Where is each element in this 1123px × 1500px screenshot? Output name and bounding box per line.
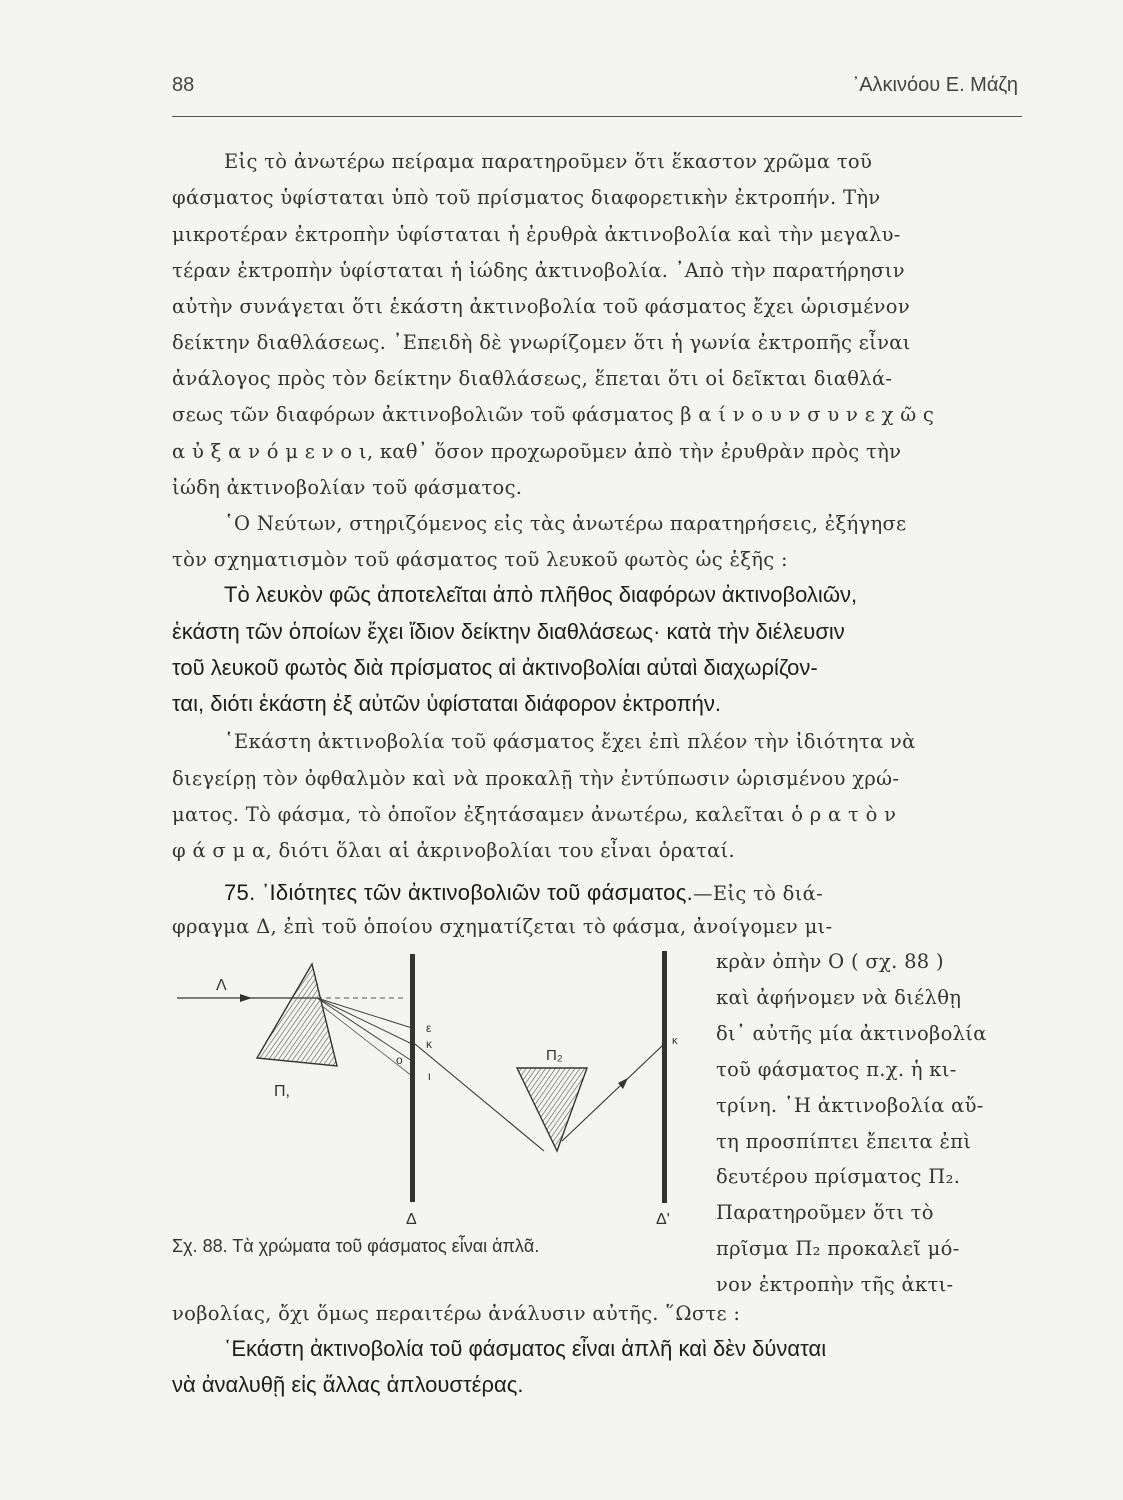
text-line: Εἰς τὸ ἀνωτέρω πείραμα παρατηροῦμεν ὅτι ἕκαστον χρῶμα τοῦ [224, 150, 873, 173]
text-line: ῾Εκάστη ἀκτινοβολία τοῦ φάσματος ἔχει ἐπὶ πλέον τὴν ἰδιότητα νὰ [224, 730, 916, 753]
emphasis-line: τοῦ λευκοῦ φωτὸς διὰ πρίσματος αἱ ἀκτινοβολίαι αὐταὶ διαχωρίζον- [172, 655, 818, 680]
side-text-line: πρῖσμα Π₂ προκαλεῖ μό- [716, 1237, 960, 1260]
side-text-line: κρὰν ὀπὴν Ο ( σχ. 88 ) [716, 950, 944, 973]
text-line: σεως τῶν διαφόρων ἀκτινοβολιῶν τοῦ φάσματος β α ί ν ο υ ν σ υ ν ε χ ῶ ς [172, 403, 935, 426]
text-line: διεγείρῃ τὸν ὀφθαλμὸν καὶ νὰ προκαλῇ τὴν ἐντύπωσιν ὡρισμένου χρώ- [172, 767, 900, 790]
prism-diagram [172, 946, 712, 1246]
side-text-line: Παρατηροῦμεν ὅτι τὸ [716, 1201, 934, 1224]
text-line: φάσματος ὑφίσταται ὑπὸ τοῦ πρίσματος διαφορετικὴν ἐκτροπήν. Τὴν [172, 186, 881, 209]
figure-caption: Σχ. 88. Τὰ χρώματα τοῦ φάσματος εἶναι ἁπλᾶ. [172, 1236, 540, 1256]
text-line: α ὐ ξ α ν ό μ ε ν ο ι, καθ᾿ ὅσον προχωροῦμεν ἀπὸ τὴν ἐρυθρὰν πρὸς τὴν [172, 440, 902, 463]
emphasis-line: ται, διότι ἑκάστη ἐξ αὐτῶν ὑφίσταται διάφορον ἐκτροπήν. [172, 691, 721, 716]
text-line: ἰώδη ἀκτινοβολίαν τοῦ φάσματος. [172, 476, 523, 499]
label-d2: Δ' [656, 1211, 670, 1228]
text-line: νοβολίας, ὄχι ὅμως περαιτέρω ἀνάλυσιν αὐτῆς. ῞Ωστε : [172, 1302, 741, 1325]
text-line: τέραν ἐκτροπὴν ὑφίσταται ἡ ἰώδης ἀκτινοβολία. ᾿Απὸ τὴν παρατήρησιν [172, 259, 905, 282]
side-text-line: τρίνη. ῾Η ἀκτινοβολία αὔ- [716, 1094, 984, 1117]
label-k: κ [426, 1037, 432, 1051]
emphasis-line: ἑκάστη τῶν ὁποίων ἔχει ἴδιον δείκτην διαθλάσεως· κατὰ τὴν διέλευσιν [172, 619, 845, 644]
running-head: ᾿Αλκινόου Ε. Μάζη [852, 74, 1018, 96]
side-text-line: δευτέρου πρίσματος Π₂. [716, 1165, 961, 1188]
section-heading-tail: —Εἰς τὸ διά- [693, 882, 824, 905]
text-line: ῾Ο Νεύτων, στηριζόμενος εἰς τὰς ἀνωτέρω παρατηρήσεις, ἐξήγησε [224, 512, 907, 535]
ray-through-hole [415, 1044, 544, 1151]
label-prism-1: Π, [274, 1083, 290, 1100]
emphasis-line: νὰ ἀναλυθῇ εἰς ἄλλας ἁπλουστέρας. [172, 1372, 524, 1397]
text-line: φραγμα Δ, ἐπὶ τοῦ ὁποίου σχηματίζεται τὸ φάσμα, ἀνοίγομεν μι- [172, 915, 833, 938]
label-d1: Δ [406, 1211, 417, 1228]
screen-2 [662, 951, 667, 1203]
text-line: δείκτην διαθλάσεως. ᾿Επειδὴ δὲ γνωρίζομεν ὅτι ἡ γωνία ἐκτροπῆς εἶναι [172, 331, 911, 354]
text-line: αὐτὴν συνάγεται ὅτι ἑκάστη ἀκτινοβολία τοῦ φάσματος ἔχει ὡρισμένον [172, 295, 911, 318]
text-line: τὸν σχηματισμὸν τοῦ φάσματος τοῦ λευκοῦ φωτὸς ὡς ἑξῆς : [172, 548, 788, 571]
screen-1 [410, 954, 415, 1202]
emphasis-line: ῾Εκάστη ἀκτινοβολία τοῦ φάσματος εἶναι ἁπλῆ καὶ δὲν δύναται [224, 1336, 827, 1361]
side-text-line: τη προσπίπτει ἔπειτα ἐπὶ [716, 1130, 972, 1153]
side-text-line: καὶ ἀφήνομεν νὰ διέλθῃ [716, 986, 962, 1009]
prism-1 [257, 964, 337, 1066]
ray-mid [317, 998, 412, 1044]
label-e: ε [426, 1021, 432, 1035]
side-text-line: τοῦ φάσματος π.χ. ἡ κι- [716, 1058, 957, 1081]
page-header [172, 74, 1018, 114]
prism-2 [517, 1068, 587, 1151]
label-i: ι [428, 1069, 431, 1083]
ray-arrow-2 [618, 1078, 628, 1089]
emphasis-line: Τὸ λευκὸν φῶς ἀποτελεῖται ἀπὸ πλῆθος διαφόρων ἀκτινοβολιῶν, [224, 582, 858, 607]
side-text-line: νον ἐκτροπὴν τῆς ἀκτι- [716, 1273, 954, 1296]
text-line: ματος. Τὸ φάσμα, τὸ ὁποῖον ἐξητάσαμεν ἀνωτέρω, καλεῖται ὁ ρ α τ ὸ ν [172, 803, 897, 826]
side-text-line: δι᾿ αὐτῆς μία ἀκτινοβολία [716, 1022, 987, 1045]
label-lambda: Λ [216, 977, 227, 994]
label-o: ο [396, 1053, 403, 1067]
section-heading-line [224, 880, 823, 906]
label-k2: κ [672, 1035, 678, 1047]
text-line: ἀνάλογος πρὸς τὸν δείκτην διαθλάσεως, ἕπεται ὅτι οἱ δεῖκται διαθλά- [172, 367, 893, 390]
text-line: φ ά σ μ α, διότι ὅλαι αἱ ἀκρινοβολίαι του εἶναι ὁραταί. [172, 839, 736, 862]
header-rule [172, 116, 1022, 117]
section-heading: 75. ᾿Ιδιότητες τῶν ἀκτινοβολιῶν τοῦ φάσματος. [224, 880, 694, 905]
ray-arrow [240, 994, 252, 1002]
page-number: 88 [172, 74, 195, 96]
text-line: μικροτέραν ἐκτροπὴν ὑφίσταται ἡ ἐρυθρὰ ἀκτινοβολία καὶ τὴν μεγαλυ- [172, 223, 901, 246]
label-prism-2: Π₂ [546, 1047, 563, 1064]
